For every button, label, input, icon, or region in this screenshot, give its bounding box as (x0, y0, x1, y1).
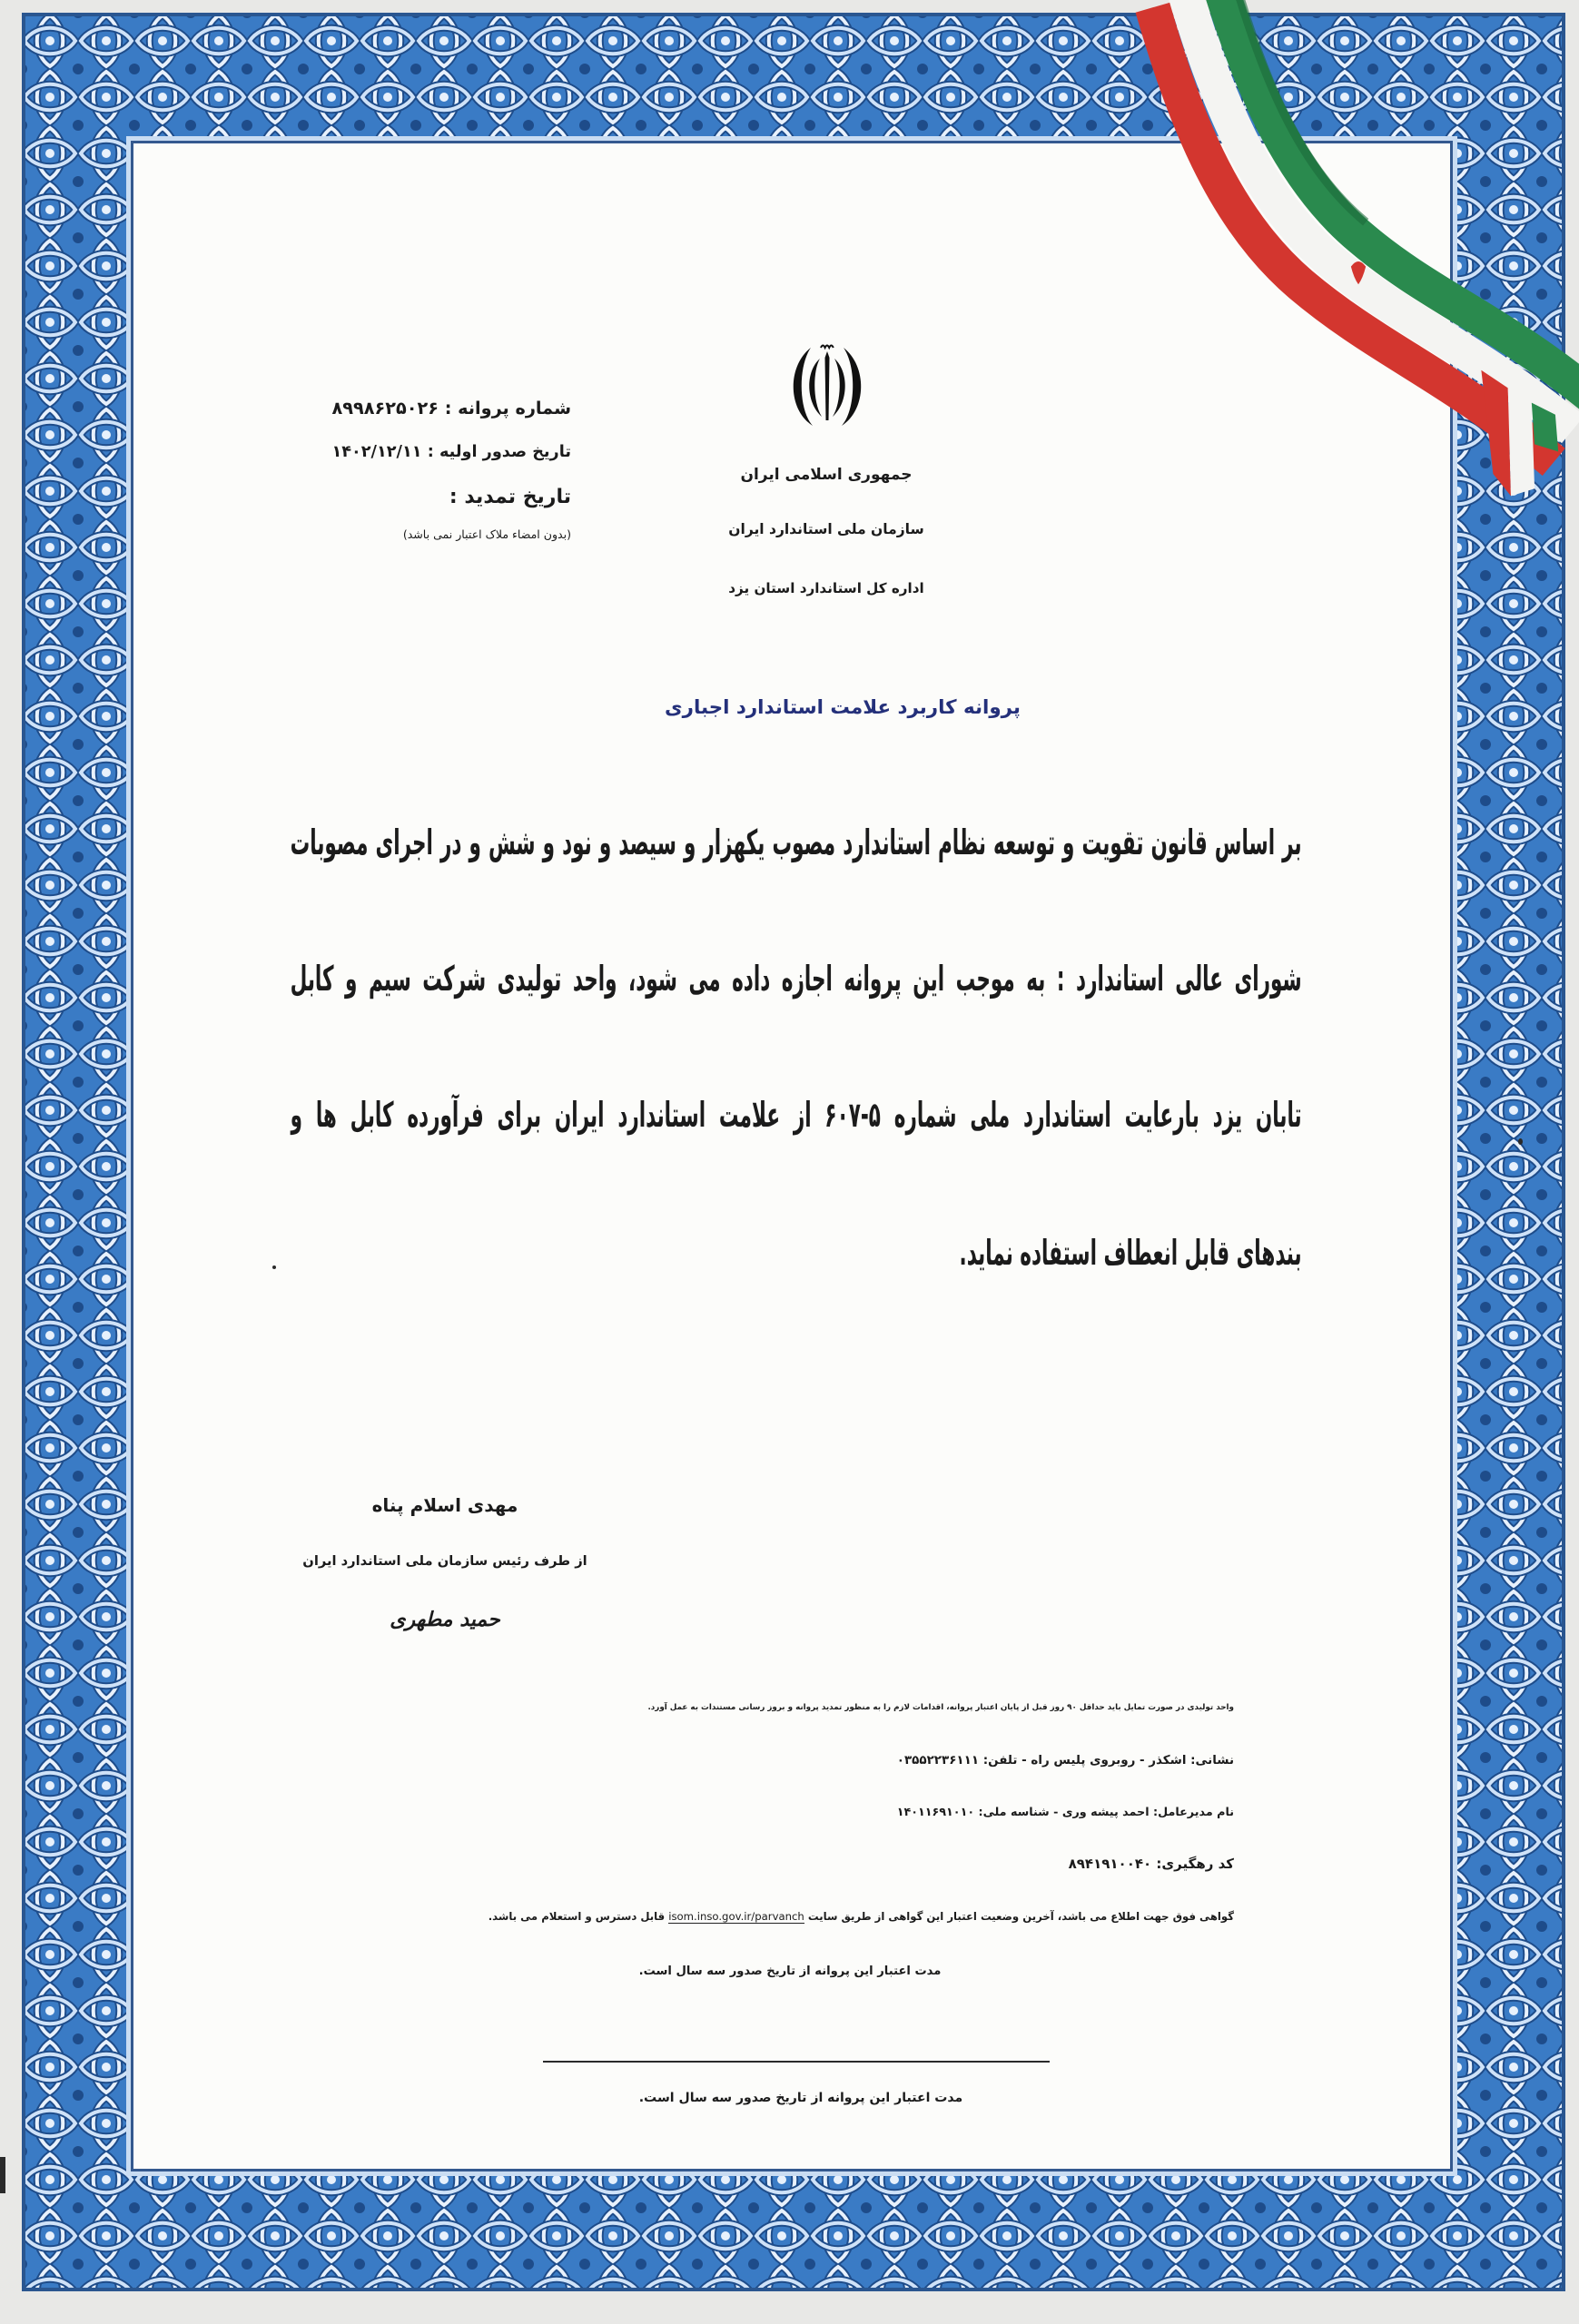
issue-date-row (327, 437, 571, 468)
verification-suffix: قابل دسترس و استعلام می باشد. (488, 1910, 666, 1923)
issue-date-label: تاریخ صدور اولیه : (427, 443, 571, 461)
license-number-value: ۸۹۹۸۶۲۵۰۲۶ (331, 398, 439, 419)
signer-name: مهدی اسلام پناه (371, 1494, 518, 1516)
body-line-4: بندهای قابل انعطاف استفاده نماید. (959, 1233, 1302, 1273)
validity-note-bottom: مدت اعتبار این پروانه از تاریخ صدور سه سال است. (638, 2091, 963, 2105)
company-ceo: نام مدیرعامل: احمد پیشه وری - شناسه ملی: ۱۴۰۱۱۶۹۱۰۱۰ (896, 1805, 1234, 1818)
body-line-1: بر اساس قانون تقویت و توسعه نظام استاندارد مصوب یکهزار و سیصد و نود و شش و در اجرای مصوبات (291, 822, 1302, 862)
issue-date-value: ۱۴۰۲/۱۲/۱۱ (331, 443, 422, 461)
verification-url: isom.inso.gov.ir/parvanch (668, 1910, 804, 1923)
scan-speck (272, 1265, 276, 1269)
tracking-code-row (999, 1852, 1234, 1876)
iran-flag-icon (1126, 0, 1579, 518)
scan-speck (1518, 1138, 1523, 1145)
iran-emblem-icon (785, 340, 869, 431)
verification-note (472, 1905, 1234, 1928)
license-note: (بدون امضاء ملاک اعتبار نمی باشد) (402, 527, 571, 541)
validity-note: مدت اعتبار این پروانه از تاریخ صدور سه سال است. (638, 1965, 942, 1978)
renewal-date-label: تاریخ تمدید : (449, 486, 571, 508)
signatory-name: حمید مطهری (390, 1609, 500, 1631)
org-line-republic: جمهوری اسلامی ایران (740, 466, 913, 484)
scan-edge-mark (0, 2157, 5, 2193)
certificate-title: پروانه کاربرد علامت استاندارد اجباری (665, 696, 1021, 719)
verification-prefix: گواهی فوق جهت اطلاع می باشد، آخرین وضعیت اعتبار این گواهی از طریق سایت (807, 1910, 1234, 1923)
license-number-row (327, 392, 571, 424)
body-line-2: شورای عالی استاندارد : به موجب این پروانه اجازه داده می شود، واحد تولیدی شرکت سیم و کابل (291, 959, 1302, 999)
signer-on-behalf: از طرف رئیس سازمان ملی استاندارد ایران (302, 1553, 587, 1569)
tracking-code-label: کد رهگیری: (1156, 1856, 1234, 1872)
license-number-label: شماره پروانه : (444, 398, 571, 419)
body-line-3: تابان یزد بارعایت استاندارد ملی شماره ۵-۶۰۷ از علامت استاندارد ایران برای فرآورده کابل ها و (291, 1095, 1302, 1135)
org-line-provincial-office: اداره کل استاندارد استان یزد (728, 580, 924, 596)
renewal-notice: واحد تولیدی در صورت تمایل باید حداقل ۹۰ روز قبل از پایان اعتبار پروانه، اقدامات لازم را به منظور تمدید پروانه و بروز رسانی مستندات به عمل آورد. (647, 1703, 1234, 1712)
company-address: نشانی: اشکذر - روبروی پلیس راه - تلفن: ۰۳۵۵۲۲۳۶۱۱۱ (896, 1754, 1234, 1768)
footer-divider (543, 2061, 1050, 2063)
org-line-national-standards: سازمان ملی استاندارد ایران (728, 521, 924, 537)
tracking-code-value: ۸۹۴۱۹۱۰۰۴۰ (1068, 1856, 1152, 1872)
